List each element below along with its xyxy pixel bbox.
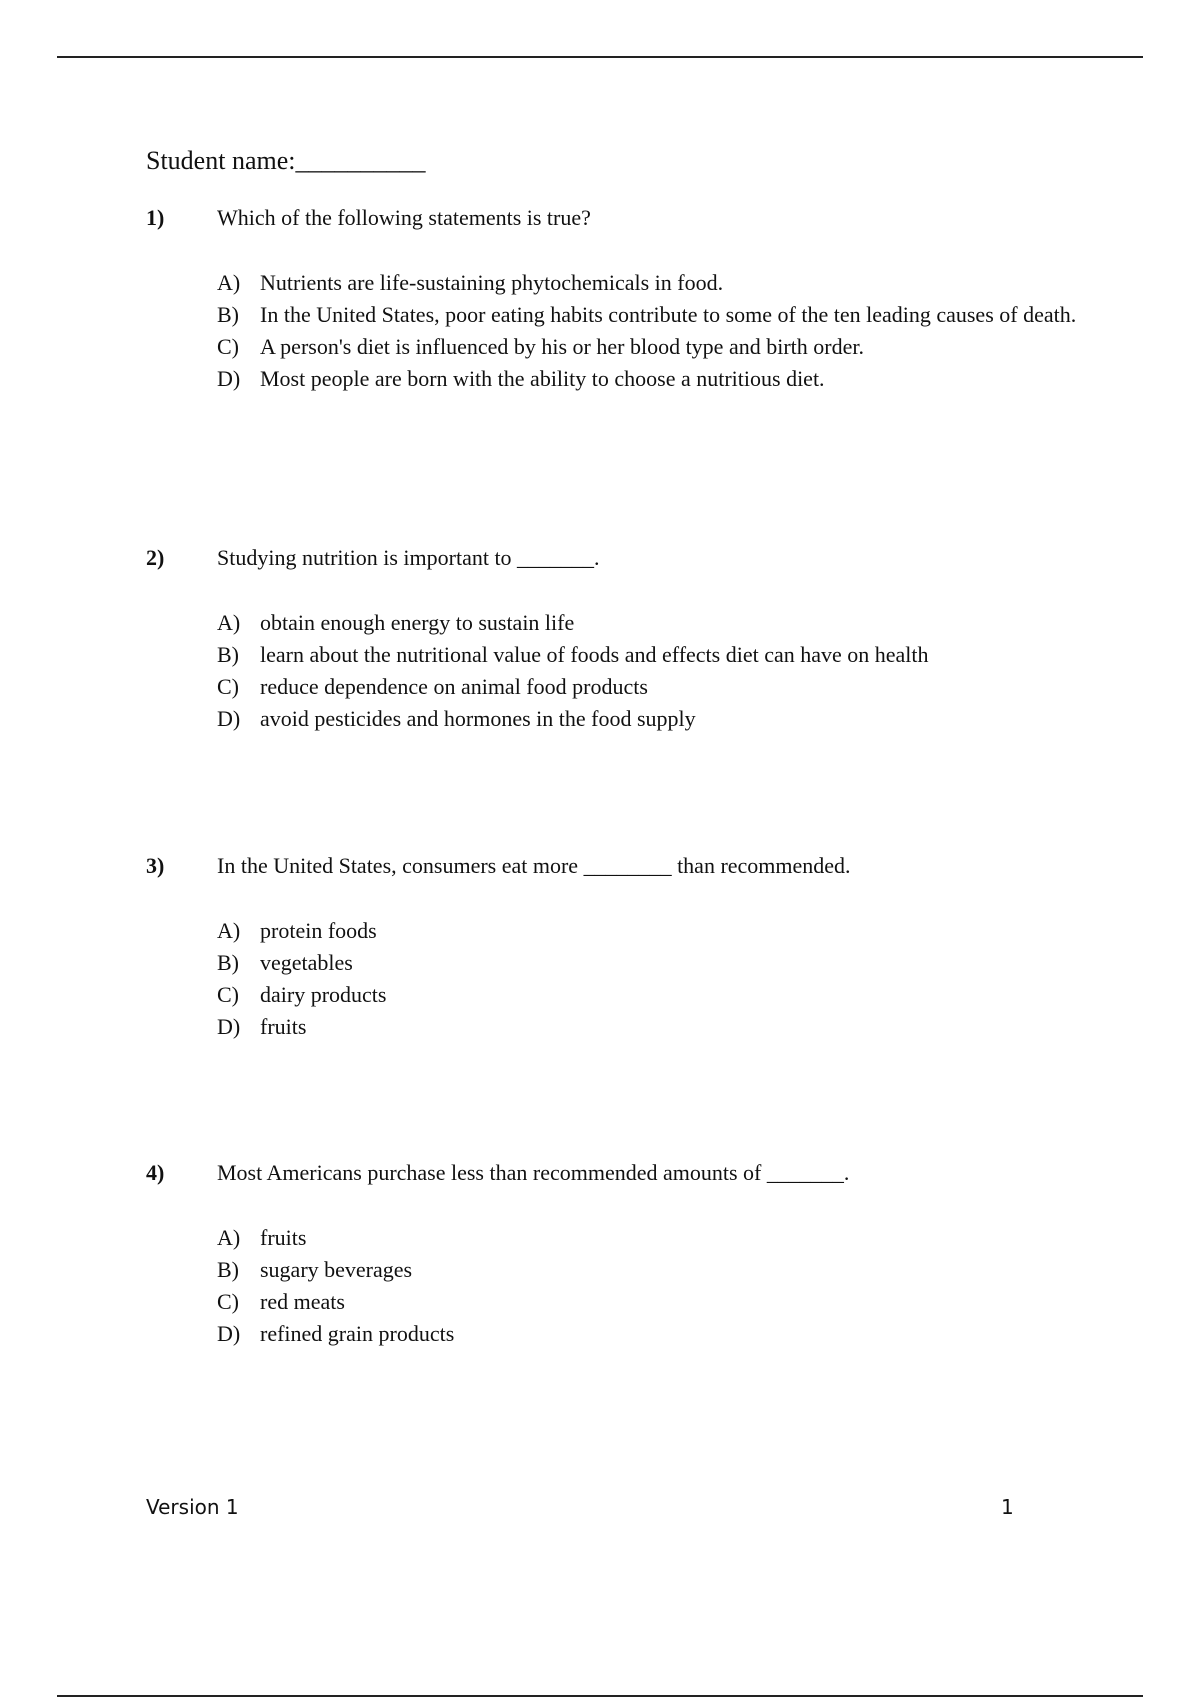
answer-option-c — [146, 671, 1086, 703]
answer-option-c — [146, 331, 1086, 363]
option-letter: A) — [217, 1225, 241, 1250]
option-text: A person's diet is influenced by his or her blood type and birth order. — [260, 334, 864, 359]
answer-options — [146, 915, 1086, 1043]
option-text: protein foods — [260, 918, 377, 943]
option-text: Nutrients are life-sustaining phytochemicals in food. — [260, 270, 724, 295]
answer-option-a — [146, 915, 1086, 947]
answer-option-d — [146, 1011, 1086, 1043]
answer-option-c — [146, 1286, 1086, 1318]
answer-option-d — [146, 703, 1086, 735]
option-letter: D) — [217, 706, 241, 731]
option-letter: A) — [217, 610, 241, 635]
bottom-rule — [57, 1695, 1143, 1697]
student-name-line — [146, 146, 425, 176]
question-stem: Which of the following statements is true? — [217, 205, 591, 230]
option-text: avoid pesticides and hormones in the food supply — [260, 706, 696, 731]
option-text: red meats — [260, 1289, 345, 1314]
student-name-label: Student name: — [146, 146, 296, 175]
answer-options — [146, 267, 1086, 395]
question-2 — [146, 543, 1086, 735]
question-4 — [146, 1158, 1086, 1350]
question-header — [146, 203, 1086, 233]
answer-option-a — [146, 607, 1086, 639]
answer-options — [146, 607, 1086, 735]
answer-option-b — [146, 1254, 1086, 1286]
answer-option-c — [146, 979, 1086, 1011]
option-text: fruits — [260, 1225, 307, 1250]
option-letter: D) — [217, 1014, 241, 1039]
option-letter: C) — [217, 334, 239, 359]
question-number: 1) — [146, 205, 165, 230]
question-stem: Studying nutrition is important to _______. — [217, 545, 600, 570]
option-text: reduce dependence on animal food products — [260, 674, 648, 699]
option-letter: B) — [217, 302, 239, 327]
question-header — [146, 543, 1086, 573]
option-letter: B) — [217, 642, 239, 667]
answer-options — [146, 1222, 1086, 1350]
answer-option-b — [146, 299, 1086, 331]
option-text: refined grain products — [260, 1321, 455, 1346]
option-letter: C) — [217, 982, 239, 1007]
question-number: 4) — [146, 1160, 165, 1185]
answer-option-d — [146, 1318, 1086, 1350]
question-header — [146, 851, 1086, 881]
answer-option-d — [146, 363, 1086, 395]
option-text: fruits — [260, 1014, 307, 1039]
page-number: 1 — [1001, 1495, 1014, 1519]
option-letter: C) — [217, 674, 239, 699]
answer-option-b — [146, 947, 1086, 979]
option-letter: A) — [217, 270, 241, 295]
option-letter: C) — [217, 1289, 239, 1314]
option-letter: D) — [217, 1321, 241, 1346]
option-letter: A) — [217, 918, 241, 943]
question-3 — [146, 851, 1086, 1043]
option-text: dairy products — [260, 982, 387, 1007]
question-number: 2) — [146, 545, 165, 570]
question-header — [146, 1158, 1086, 1188]
option-text: Most people are born with the ability to choose a nutritious diet. — [260, 366, 825, 391]
question-1 — [146, 203, 1086, 395]
option-text: sugary beverages — [260, 1257, 413, 1282]
option-text: vegetables — [260, 950, 353, 975]
top-rule — [57, 56, 1143, 58]
question-stem: Most Americans purchase less than recommended amounts of _______. — [217, 1160, 850, 1185]
option-letter: B) — [217, 950, 239, 975]
option-letter: D) — [217, 366, 241, 391]
version-label: Version 1 — [146, 1495, 239, 1519]
question-stem: In the United States, consumers eat more ________ than recommended. — [217, 853, 851, 878]
option-letter: B) — [217, 1257, 239, 1282]
option-text: In the United States, poor eating habits contribute to some of the ten leading causes of death. — [260, 302, 1077, 327]
option-text: learn about the nutritional value of foods and effects diet can have on health — [260, 642, 929, 667]
answer-option-a — [146, 1222, 1086, 1254]
question-number: 3) — [146, 853, 165, 878]
student-name-blank: __________ — [295, 146, 426, 175]
answer-option-b — [146, 639, 1086, 671]
answer-option-a — [146, 267, 1086, 299]
option-text: obtain enough energy to sustain life — [260, 610, 575, 635]
